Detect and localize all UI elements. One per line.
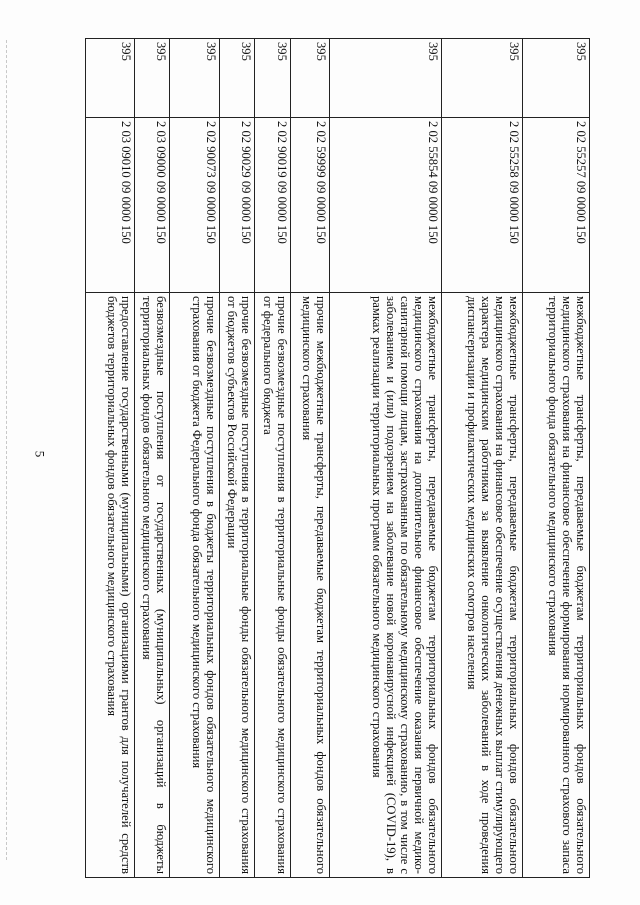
budget-code-cell: 2 02 55854 09 0000 150: [330, 118, 442, 293]
table-row: [134, 39, 169, 878]
table-row: [86, 39, 135, 878]
description-cell: прочие безвозмездные поступления в бюджеты территориальных фондов обязательного медицинского страхования от бюджета Федерального фонда обязательного медицинского страхования: [170, 293, 220, 878]
admin-code-cell: 395: [330, 39, 442, 118]
admin-code-cell: 395: [220, 39, 255, 118]
description-cell: межбюджетные трансферты, передаваемые бюджетам территориальных фондов обязательного медицинского страхования на дополнительное финансовое обеспечение оказания первичной медико-санитарной помощи лицам, застрахованным по обязательному медицинскому страхованию, в том числе с заболеванием и (или) подозрением на заболевание новой коронавирусной инфекцией (COVID-19), в рамках реализации территориальных программ обязательного медицинского страхования: [330, 293, 442, 878]
description-cell: безвозмездные поступления от государственных (муниципальных) организаций в бюджеты территориальных фондов обязательного медицинского страхования: [134, 293, 169, 878]
description-cell: прочие безвозмездные поступления в территориальные фонды обязательного медицинского страхования от федерального бюджета: [255, 293, 290, 878]
revenue-codes-table: [85, 38, 590, 878]
page-number: 5: [32, 450, 48, 458]
budget-code-cell: 2 02 59999 09 0000 150: [290, 118, 329, 293]
table-row: [290, 39, 329, 878]
budget-code-cell: 2 03 09000 09 0000 150: [134, 118, 169, 293]
budget-code-cell: 2 02 90019 09 0000 150: [255, 118, 290, 293]
table-row: [330, 39, 442, 878]
admin-code-cell: 395: [255, 39, 290, 118]
budget-code-cell: 2 02 55257 09 0000 150: [523, 118, 590, 293]
description-cell: предоставление государственными (муниципальными) организациями грантов для получателей средств бюджетов территориальных фондов обязательного медицинского страхования: [86, 293, 135, 878]
admin-code-cell: 395: [523, 39, 590, 118]
budget-code-cell: 2 02 55258 09 0000 150: [442, 118, 523, 293]
rotated-table-wrapper: [85, 38, 590, 878]
description-cell: межбюджетные трансферты, передаваемые бюджетам территориальных фондов обязательного медицинского страхования на финансовое обеспечение осуществления денежных выплат стимулирующего характера медицинским работникам за выявление онкологических заболеваний в ходе проведения диспансеризации и профилактических медицинских осмотров населения: [442, 293, 523, 878]
table-row: [220, 39, 255, 878]
budget-code-cell: 2 02 90029 09 0000 150: [220, 118, 255, 293]
table-row: [523, 39, 590, 878]
admin-code-cell: 395: [170, 39, 220, 118]
description-cell: межбюджетные трансферты, передаваемые бюджетам территориальных фондов обязательного медицинского страхования на финансовое обеспечение формирования нормированного страхового запаса территориального фонда обязательного медицинского страхования: [523, 293, 590, 878]
table-row: [255, 39, 290, 878]
admin-code-cell: 395: [290, 39, 329, 118]
binding-edge: [6, 40, 8, 860]
description-cell: прочие безвозмездные поступления в территориальные фонды обязательного медицинского страхования от бюджетов субъектов Российской Федерации: [220, 293, 255, 878]
admin-code-cell: 395: [442, 39, 523, 118]
budget-code-cell: 2 02 90073 09 0000 150: [170, 118, 220, 293]
budget-code-cell: 2 03 09010 09 0000 150: [86, 118, 135, 293]
admin-code-cell: 395: [134, 39, 169, 118]
table-row: [442, 39, 523, 878]
table-row: [170, 39, 220, 878]
description-cell: прочие межбюджетные трансферты, передаваемые бюджетам территориальных фондов обязательного медицинского страхования: [290, 293, 329, 878]
admin-code-cell: 395: [86, 39, 135, 118]
